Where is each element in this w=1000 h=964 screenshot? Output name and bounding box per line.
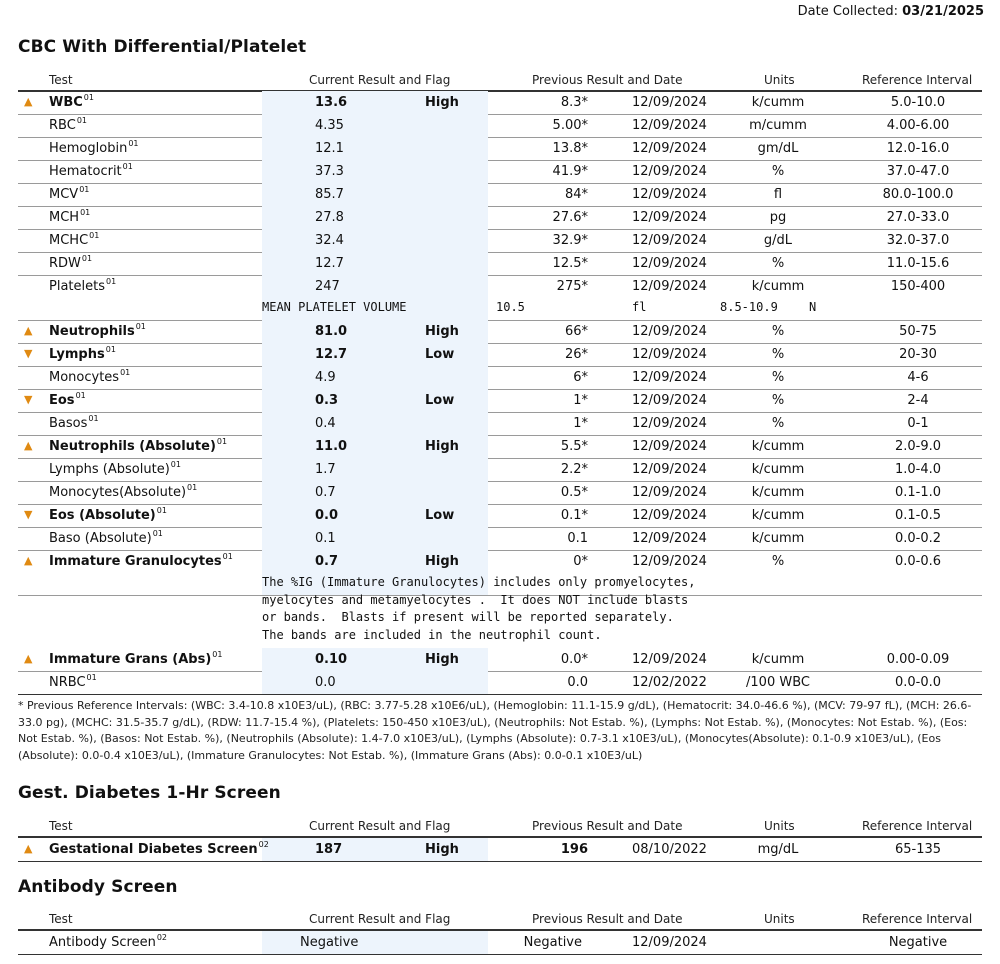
current-result: 27.8: [315, 210, 344, 225]
current-result: 4.35: [315, 118, 344, 133]
test-name: [49, 324, 146, 339]
previous-result: 275*: [556, 279, 588, 294]
result-highlight: [262, 931, 488, 954]
antibody-section-title: Antibody Screen: [18, 877, 178, 897]
result-flag: Low: [425, 393, 455, 408]
table-row: [18, 183, 982, 207]
reference-interval: 0.1-1.0: [894, 485, 942, 500]
test-name: [49, 187, 89, 202]
test-name: [49, 95, 94, 110]
table-row: [18, 671, 982, 695]
previous-date: 12/09/2024: [632, 256, 707, 271]
result-flag: High: [425, 842, 459, 857]
table-row: [18, 343, 982, 367]
result-flag: High: [425, 652, 459, 667]
lab-reference-code: 01: [170, 460, 181, 469]
previous-result: 66*: [564, 324, 588, 339]
reference-interval: 4.00-6.00: [886, 118, 950, 133]
triangle-up-icon: ▲: [24, 95, 33, 108]
current-result: 12.7: [315, 256, 344, 271]
lab-reference-code: 01: [135, 322, 146, 331]
result-highlight: [262, 114, 488, 137]
units: k/cumm: [751, 279, 805, 294]
triangle-up-icon: ▲: [24, 324, 33, 337]
current-result: 0.1: [315, 531, 336, 546]
table-row: [18, 160, 982, 184]
table-row: [18, 458, 982, 482]
current-result: 187: [315, 842, 343, 857]
result-flag: Low: [425, 347, 455, 362]
table-row: [18, 931, 982, 955]
lab-reference-code: 01: [89, 231, 100, 240]
previous-date: 12/09/2024: [632, 95, 707, 110]
units: pg: [769, 210, 787, 225]
previous-date: 12/09/2024: [632, 439, 707, 454]
test-name: [49, 485, 197, 500]
previous-result: 84*: [564, 187, 588, 202]
lab-reference-code: 01: [76, 116, 87, 125]
reference-interval: 0.0-0.0: [894, 675, 942, 690]
previous-date: 12/09/2024: [632, 485, 707, 500]
previous-date: 12/09/2024: [632, 233, 707, 248]
units: %: [771, 347, 785, 362]
result-highlight: [262, 527, 488, 550]
test-name-text: MCH: [49, 210, 80, 225]
lab-reference-code: 01: [75, 391, 86, 400]
result-highlight: [262, 458, 488, 481]
previous-result: 5.5*: [560, 439, 588, 454]
table-row: [18, 504, 982, 528]
result-highlight: [262, 229, 488, 252]
test-name: [49, 347, 116, 362]
previous-date: 08/10/2022: [632, 842, 707, 857]
previous-date: 12/02/2022: [632, 675, 707, 690]
col-test: Test: [49, 819, 73, 833]
result-highlight: [262, 160, 488, 183]
test-name: [49, 141, 139, 156]
mpv-value: 10.5: [496, 300, 525, 314]
previous-result: 12.5*: [552, 256, 588, 271]
cbc-section-title: CBC With Differential/Platelet: [18, 37, 307, 57]
result-flag: High: [425, 95, 459, 110]
col-test: Test: [49, 73, 73, 87]
test-name-text: Antibody Screen: [49, 935, 156, 950]
date-collected: [798, 4, 984, 19]
triangle-up-icon: ▲: [24, 554, 33, 567]
test-name: [49, 233, 99, 248]
units: fl: [773, 187, 783, 202]
units: %: [771, 324, 785, 339]
units: %: [771, 256, 785, 271]
units: k/cumm: [751, 531, 805, 546]
table-row: [18, 412, 982, 436]
table-row: [18, 252, 982, 276]
test-name-text: Eos: [49, 393, 75, 408]
result-flag: High: [425, 554, 459, 569]
units: k/cumm: [751, 485, 805, 500]
units: k/cumm: [751, 462, 805, 477]
table-row: [18, 481, 982, 505]
current-result: 0.4: [315, 416, 336, 431]
previous-date: 12/09/2024: [632, 531, 707, 546]
lab-reference-code: 01: [86, 673, 97, 682]
previous-result: 0.0*: [560, 652, 588, 667]
result-highlight: [262, 206, 488, 229]
previous-result: 41.9*: [552, 164, 588, 179]
current-result: 0.7: [315, 554, 339, 569]
test-name: [49, 279, 116, 294]
previous-date: 12/09/2024: [632, 164, 707, 179]
table-row: [18, 229, 982, 253]
result-flag: High: [425, 439, 459, 454]
previous-result: 5.00*: [552, 118, 588, 133]
test-name-text: Baso (Absolute): [49, 531, 152, 546]
test-name-text: Lymphs: [49, 347, 105, 362]
test-name: [49, 210, 90, 225]
test-name-text: MCHC: [49, 233, 89, 248]
previous-result: 0.1*: [560, 508, 588, 523]
previous-date: 12/09/2024: [632, 118, 707, 133]
reference-interval: 0-1: [907, 416, 929, 431]
current-result: 81.0: [315, 324, 348, 339]
test-name-text: NRBC: [49, 675, 86, 690]
previous-date: 12/09/2024: [632, 935, 707, 950]
triangle-down-icon: ▼: [24, 393, 33, 406]
lab-reference-code: 01: [212, 650, 223, 659]
lab-reference-code: 01: [83, 93, 94, 102]
current-result: 0.0: [315, 508, 339, 523]
previous-result: 26*: [564, 347, 588, 362]
test-name: [49, 462, 181, 477]
previous-date: 12/09/2024: [632, 652, 707, 667]
current-result: 4.9: [315, 370, 336, 385]
previous-date: 12/09/2024: [632, 324, 707, 339]
lab-reference-code: 01: [106, 277, 117, 286]
current-result: 12.1: [315, 141, 344, 156]
current-result: 12.7: [315, 347, 348, 362]
lab-reference-code: 01: [105, 345, 116, 354]
units: k/cumm: [751, 508, 805, 523]
lab-reference-code: 01: [122, 162, 133, 171]
reference-interval: 11.0-15.6: [886, 256, 950, 271]
reference-interval: 37.0-47.0: [886, 164, 950, 179]
current-result: 13.6: [315, 95, 348, 110]
col-units: Units: [764, 73, 795, 87]
lab-reference-code: 01: [120, 368, 131, 377]
triangle-up-icon: ▲: [24, 652, 33, 665]
units: g/dL: [763, 233, 793, 248]
previous-result: 0.1: [567, 531, 588, 546]
test-name-text: Platelets: [49, 279, 105, 294]
test-name-text: WBC: [49, 95, 83, 110]
units: k/cumm: [751, 95, 805, 110]
previous-result: 0*: [573, 554, 588, 569]
current-result: 0.7: [315, 485, 336, 500]
triangle-up-icon: ▲: [24, 842, 33, 855]
lab-reference-code: 01: [187, 483, 198, 492]
reference-interval: 0.00-0.09: [886, 652, 950, 667]
previous-date: 12/09/2024: [632, 347, 707, 362]
previous-result: Negative: [523, 935, 582, 950]
test-name: [49, 393, 86, 408]
result-highlight: [262, 366, 488, 389]
antibody-column-header: [18, 909, 982, 931]
col-test: Test: [49, 912, 73, 926]
test-name-text: RBC: [49, 118, 76, 133]
triangle-down-icon: ▼: [24, 508, 33, 521]
current-result: 0.3: [315, 393, 339, 408]
test-name-text: Neutrophils: [49, 324, 135, 339]
previous-date: 12/09/2024: [632, 279, 707, 294]
previous-result: 0.5*: [560, 485, 588, 500]
col-current: Current Result and Flag: [309, 912, 451, 926]
table-row: [18, 366, 982, 390]
current-result: 0.0: [315, 675, 336, 690]
table-row: [18, 206, 982, 230]
mpv-range: 8.5-10.9: [720, 300, 778, 314]
col-current: Current Result and Flag: [309, 819, 451, 833]
units: %: [771, 370, 785, 385]
result-highlight: [262, 137, 488, 160]
test-name: [49, 164, 133, 179]
previous-result: 196: [560, 842, 588, 857]
reference-interval: 1.0-4.0: [894, 462, 942, 477]
previous-date: 12/09/2024: [632, 462, 707, 477]
reference-interval: 5.0-10.0: [890, 95, 946, 110]
current-result: 32.4: [315, 233, 344, 248]
test-name: [49, 935, 167, 950]
col-previous: Previous Result and Date: [532, 912, 683, 926]
test-name-text: Lymphs (Absolute): [49, 462, 170, 477]
result-highlight: [262, 481, 488, 504]
reference-interval: 0.1-0.5: [894, 508, 942, 523]
result-highlight: [262, 671, 488, 694]
reference-interval: 0.0-0.6: [894, 554, 942, 569]
units: k/cumm: [751, 439, 805, 454]
test-name: [49, 118, 87, 133]
previous-date: 12/09/2024: [632, 554, 707, 569]
reference-interval: 27.0-33.0: [886, 210, 950, 225]
lab-reference-code: 01: [79, 185, 90, 194]
table-row: [18, 838, 982, 862]
cbc-column-header: [18, 70, 982, 92]
test-name-text: Immature Granulocytes: [49, 554, 222, 569]
previous-date: 12/09/2024: [632, 416, 707, 431]
current-result: 37.3: [315, 164, 344, 179]
test-name: [49, 439, 227, 454]
reference-interval: 0.0-0.2: [894, 531, 942, 546]
mpv-label: MEAN PLATELET VOLUME: [262, 300, 407, 314]
previous-date: 12/09/2024: [632, 210, 707, 225]
table-row: [18, 389, 982, 413]
previous-result: 32.9*: [552, 233, 588, 248]
col-units: Units: [764, 819, 795, 833]
date-collected-label: Date Collected:: [797, 4, 898, 19]
reference-interval: Negative: [888, 935, 948, 950]
col-reference: Reference Interval: [862, 73, 973, 87]
test-name: [49, 370, 130, 385]
units: gm/dL: [757, 141, 799, 156]
previous-result: 8.3*: [560, 95, 588, 110]
lab-reference-code: 01: [156, 506, 167, 515]
units: /100 WBC: [746, 675, 810, 690]
table-row: [18, 527, 982, 551]
test-name-text: Hemoglobin: [49, 141, 128, 156]
lab-reference-code: 01: [81, 254, 93, 263]
result-flag: High: [425, 324, 459, 339]
test-name-text: RDW: [49, 256, 81, 271]
triangle-up-icon: ▲: [24, 439, 33, 452]
units: %: [771, 393, 785, 408]
triangle-down-icon: ▼: [24, 347, 33, 360]
test-name: [49, 675, 97, 690]
previous-result: 2.2*: [560, 462, 588, 477]
date-collected-value: 03/21/2025: [902, 4, 984, 19]
previous-result: 27.6*: [552, 210, 588, 225]
col-reference: Reference Interval: [862, 819, 973, 833]
test-name-text: Eos (Absolute): [49, 508, 156, 523]
previous-reference-footnote: * Previous Reference Intervals: (WBC: 3.4-10.8 x10E3/uL), (RBC: 3.77-5.28 x10E6/uL), (Hemoglobin: 11.1-15.9 g/dL), (Hematocrit: 34.0-46.6 %), (MCV: 79-97 fL), (MCH: 26.6-33.0 pg), (MCHC: 31.5-35.7 g/dL), (RDW: 11.7-15.4 %), (Platelets: 150-450 x10E3/uL), (Neutrophils: Not Estab. %), (Lymphs: Not Estab. %), (Monocytes: Not Estab. %), (Eos: Not Estab. %), (Basos: Not Estab. %), (Neutrophils (Absolute): 1.4-7.0 x10E3/uL), (Lymphs (Absolute): 0.7-3.1 x10E3/uL), (Monocytes(Absolute): 0.1-0.9 x10E3/uL), (Eos (Absolute): 0.0-0.4 x10E3/uL), (Immature Granulocytes: Not Estab. %), (Immature Grans (Abs): 0.0-0.1 x10E3/uL): [18, 699, 972, 762]
previous-result: 6*: [573, 370, 588, 385]
diabetes-column-header: [18, 816, 982, 838]
lab-reference-code: 02: [258, 840, 269, 849]
ig-comment: The %IG (Immature Granulocytes) includes only promyelocytes, myelocytes and metamyelocytes . It does NOT include blasts or bands. Blasts if present will be reported separately. The bands are included in the neutrophil count.: [262, 575, 696, 642]
units: mg/dL: [757, 842, 799, 857]
table-row: [18, 91, 982, 115]
previous-date: 12/09/2024: [632, 141, 707, 156]
col-previous: Previous Result and Date: [532, 819, 683, 833]
test-name-text: Neutrophils (Absolute): [49, 439, 216, 454]
result-highlight: [262, 183, 488, 206]
previous-result: 0.0: [567, 675, 588, 690]
lab-reference-code: 01: [128, 139, 139, 148]
previous-result: 1*: [573, 416, 588, 431]
previous-date: 12/09/2024: [632, 508, 707, 523]
test-name-text: MCV: [49, 187, 79, 202]
current-result: 1.7: [315, 462, 336, 477]
diabetes-section-title: Gest. Diabetes 1-Hr Screen: [18, 783, 281, 803]
test-name-text: Monocytes(Absolute): [49, 485, 187, 500]
current-result: 0.10: [315, 652, 348, 667]
result-highlight: [262, 252, 488, 275]
col-previous: Previous Result and Date: [532, 73, 683, 87]
previous-result: 13.8*: [552, 141, 588, 156]
reference-interval: 32.0-37.0: [886, 233, 950, 248]
col-units: Units: [764, 912, 795, 926]
test-name-text: Basos: [49, 416, 88, 431]
units: k/cumm: [751, 652, 805, 667]
units: %: [771, 554, 785, 569]
current-result: 85.7: [315, 187, 344, 202]
lab-reference-code: 01: [216, 437, 228, 446]
test-name-text: Gestational Diabetes Screen: [49, 842, 258, 857]
test-name: [49, 531, 163, 546]
reference-interval: 20-30: [899, 347, 937, 362]
previous-date: 12/09/2024: [632, 393, 707, 408]
lab-reference-code: 01: [152, 529, 163, 538]
test-name: [49, 652, 222, 667]
current-result: 11.0: [315, 439, 348, 454]
lab-reference-code: 02: [156, 933, 168, 942]
col-current: Current Result and Flag: [309, 73, 451, 87]
mpv-units: fl: [632, 300, 647, 314]
units: m/cumm: [749, 118, 807, 133]
previous-date: 12/09/2024: [632, 187, 707, 202]
reference-interval: 2-4: [907, 393, 929, 408]
table-row: [18, 435, 982, 459]
units: %: [771, 416, 785, 431]
previous-result: 1*: [573, 393, 588, 408]
current-result: 247: [315, 279, 340, 294]
test-name: [49, 554, 233, 569]
reference-interval: 150-400: [890, 279, 946, 294]
table-row: [18, 648, 982, 672]
result-flag: Low: [425, 508, 455, 523]
test-name-text: Monocytes: [49, 370, 120, 385]
previous-date: 12/09/2024: [632, 370, 707, 385]
table-row: [18, 320, 982, 344]
table-row: [18, 137, 982, 161]
lab-reference-code: 01: [222, 552, 233, 561]
test-name-text: Immature Grans (Abs): [49, 652, 212, 667]
units: %: [771, 164, 785, 179]
lab-reference-code: 01: [80, 208, 91, 217]
test-name: [49, 256, 92, 271]
mpv-flag: N: [809, 300, 817, 314]
result-highlight: [262, 412, 488, 435]
reference-interval: 50-75: [899, 324, 937, 339]
reference-interval: 4-6: [907, 370, 929, 385]
reference-interval: 65-135: [894, 842, 942, 857]
reference-interval: 2.0-9.0: [894, 439, 942, 454]
current-result: Negative: [300, 935, 359, 950]
reference-interval: 12.0-16.0: [886, 141, 950, 156]
test-name: [49, 842, 269, 857]
test-name: [49, 508, 167, 523]
test-name: [49, 416, 99, 431]
table-row: [18, 275, 982, 321]
test-name-text: Hematocrit: [49, 164, 122, 179]
table-row: [18, 114, 982, 138]
col-reference: Reference Interval: [862, 912, 973, 926]
reference-interval: 80.0-100.0: [882, 187, 954, 202]
lab-reference-code: 01: [88, 414, 99, 423]
